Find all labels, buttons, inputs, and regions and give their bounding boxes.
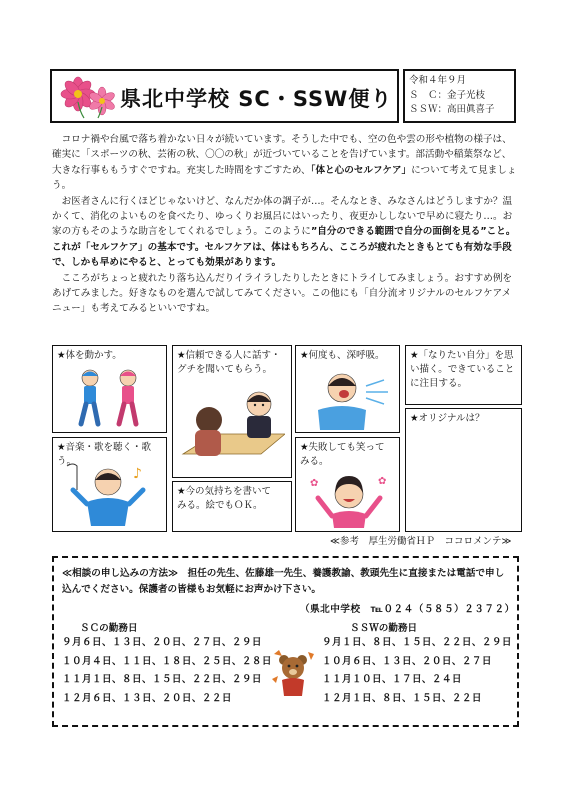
svg-text:♪: ♪ <box>133 466 142 482</box>
cosmos-flower-icon <box>58 72 118 120</box>
tip-music: ★音楽・歌を聴く・歌う。 ♪ <box>52 437 167 532</box>
consultation-intro: ≪相談の申し込みの方法≫ 担任の先生、佐藤雄一先生、養護教諭、教頭先生に直接または電話で申し込んでください。保護者の皆様もお気軽にお声かけ下さい。 <box>62 568 505 595</box>
sc-dates-dec: １２月６日、１３日、２０日、２２日 <box>62 693 232 705</box>
svg-text:✿: ✿ <box>378 476 387 487</box>
paragraph-2: お医者さんに行くほどじゃないけど、なんだか体の調子が…。そんなとき、みなさんはどうしますか？温かくて、消化のよいものを食べたり、ゆっくりお風呂にはいったり、夜更かししないで早めに寝たり…。お家の方もそのような助言をしてくれるでしょう。このように”自分のできる範囲で自分の面倒を見る”こと。これが「セルフケア」の基本です。セルフケアは、体はもちろん、こころが疲れたときもとても有効な手段で、しかも早めにやると、とっても効果があります。 <box>52 195 516 269</box>
bear-with-leaves-icon <box>268 646 318 700</box>
sc-dates-sep: ９月６日、１３日、２０日、２７日、２９日 <box>62 637 262 648</box>
page-title: 県北中学校 SC・SSW便り <box>120 87 393 111</box>
ssw-name: ＳＳＷ：高田眞喜子 <box>409 104 495 115</box>
sc-dates-oct: １０月４日、１１日、１８日、２５日、２８日 <box>62 655 272 667</box>
talking-people-illustration <box>181 386 285 472</box>
tip-laugh: ★失敗しても笑って みる。 ✿ ✿ <box>295 437 400 532</box>
walking-kids-illustration <box>65 366 155 430</box>
ssw-dates-oct: １０月６日、１３日、２０日、２７日 <box>322 655 492 667</box>
tip-breathing: ★何度も、深呼吸。 <box>295 345 400 433</box>
ssw-schedule-heading: ＳＳＷの勤務日 <box>350 623 418 634</box>
ssw-schedule-list <box>322 634 512 709</box>
tip-exercise: ★体を動かす。 <box>52 345 167 433</box>
sc-schedule-heading: ＳＣの勤務日 <box>80 623 138 634</box>
body-text <box>52 132 517 317</box>
ssw-dates-dec: １２月１日、８日、１５日、２２日 <box>322 693 482 705</box>
issue-date: 令和４年９月 <box>409 75 467 86</box>
ssw-dates-nov: １１月１０日、１７日、２４日 <box>322 674 462 686</box>
tip-write: ★今の気持ちを書いて みる。絵でもＯＫ。 <box>172 481 292 532</box>
breathing-boy-illustration <box>304 366 394 430</box>
paragraph-1: コロナ禍や台風で落ち着かない日々が続いています。そうした中でも、空の色や雲の形や植物の様子は、確実に「スポーツの秋、芸術の秋、〇〇の秋」が近づいていることを告げています。部活動や稲葉祭など、大きな行事ももうすぐですね。充実した時間をすごすため、「体と心のセルフケア」について考えて見ましょう。 <box>52 134 517 192</box>
singing-boy-illustration <box>63 460 158 528</box>
svg-text:✿: ✿ <box>310 478 319 489</box>
laughing-girl-illustration <box>304 472 394 528</box>
sc-dates-nov: １１月１日、８日、１５日、２２日、２９日 <box>62 674 262 686</box>
reference-note: ≪参考 厚生労働省ＨＰ ココロメンテ≫ <box>330 536 512 547</box>
paragraph-3: こころがちょっと疲れたり落ち込んだりイライラしたりしたときにトライしてみましょう。おすすめ例をあげてみました。好きなものを選んで試してみてください。この他にも「自分流オリジナルのセルフケアメニュー」も考えてみるといいですね。 <box>52 272 513 315</box>
school-phone: （県北中学校 ℡０２４（５８５）２３７２） <box>300 604 515 615</box>
tip-talk: ★信頼できる人に話す・ グチを聞いてもらう。 <box>172 345 292 478</box>
info-box <box>403 69 516 123</box>
tip-ideal-self: ★「なりたい自分」を思 い描く。できていること に注目する。 <box>405 345 522 405</box>
sc-schedule-list <box>62 634 272 709</box>
tip-original: ★オリジナルは？ <box>405 408 522 532</box>
sc-name: Ｓ Ｃ：金子光枝 <box>409 89 486 101</box>
ssw-dates-sep: ９月１日、８日、１５日、２２日、２９日 <box>322 637 512 648</box>
